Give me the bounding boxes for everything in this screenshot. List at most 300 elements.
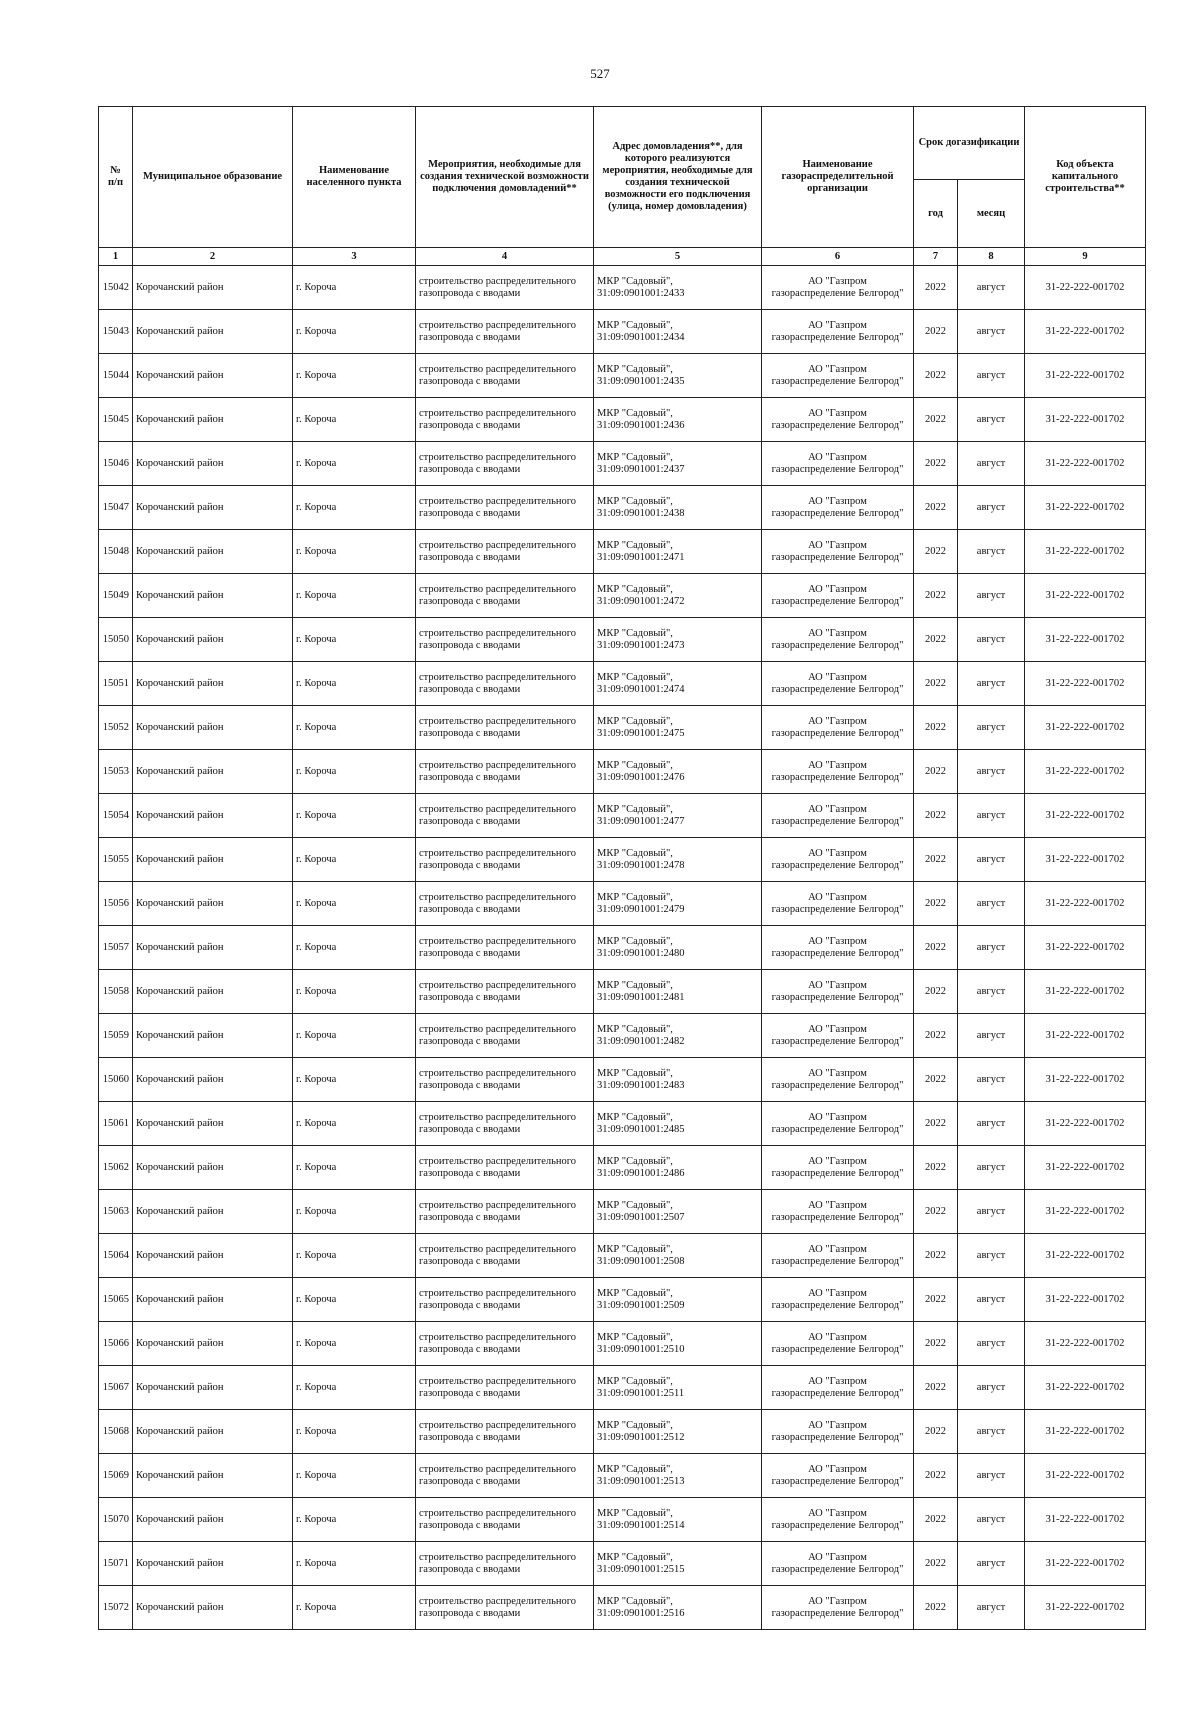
cell-municipality: Корочанский район [133, 1498, 293, 1542]
cell-municipality: Корочанский район [133, 1366, 293, 1410]
cell-measures: строительство распределительного газопровода с вводами [416, 574, 594, 618]
cell-year: 2022 [914, 354, 958, 398]
header-code: Код объекта капитального строительства** [1025, 107, 1146, 248]
cell-no: 15072 [99, 1586, 133, 1630]
cell-no: 15063 [99, 1190, 133, 1234]
cell-code: 31-22-222-001702 [1025, 486, 1146, 530]
cell-no: 15059 [99, 1014, 133, 1058]
cell-measures: строительство распределительного газопровода с вводами [416, 838, 594, 882]
cell-measures: строительство распределительного газопровода с вводами [416, 662, 594, 706]
cell-month: август [958, 1454, 1025, 1498]
cell-no: 15046 [99, 442, 133, 486]
cell-address: МКР "Садовый", 31:09:0901001:2514 [594, 1498, 762, 1542]
cell-code: 31-22-222-001702 [1025, 794, 1146, 838]
cell-year: 2022 [914, 1586, 958, 1630]
cell-month: август [958, 530, 1025, 574]
cell-month: август [958, 1322, 1025, 1366]
cell-measures: строительство распределительного газопровода с вводами [416, 1146, 594, 1190]
cell-locality: г. Короча [293, 1410, 416, 1454]
cell-org: АО "Газпром газораспределение Белгород" [762, 1234, 914, 1278]
cell-org: АО "Газпром газораспределение Белгород" [762, 398, 914, 442]
cell-month: август [958, 1498, 1025, 1542]
cell-code: 31-22-222-001702 [1025, 706, 1146, 750]
cell-month: август [958, 486, 1025, 530]
cell-address: МКР "Садовый", 31:09:0901001:2507 [594, 1190, 762, 1234]
cell-measures: строительство распределительного газопровода с вводами [416, 1586, 594, 1630]
cell-locality: г. Короча [293, 1102, 416, 1146]
cell-address: МКР "Садовый", 31:09:0901001:2483 [594, 1058, 762, 1102]
cell-code: 31-22-222-001702 [1025, 574, 1146, 618]
cell-year: 2022 [914, 618, 958, 662]
cell-locality: г. Короча [293, 310, 416, 354]
cell-address: МКР "Садовый", 31:09:0901001:2485 [594, 1102, 762, 1146]
cell-address: МКР "Садовый", 31:09:0901001:2475 [594, 706, 762, 750]
cell-month: август [958, 1410, 1025, 1454]
header-org: Наименование газораспределительной организации [762, 107, 914, 248]
cell-year: 2022 [914, 1190, 958, 1234]
cell-year: 2022 [914, 1278, 958, 1322]
cell-measures: строительство распределительного газопровода с вводами [416, 266, 594, 310]
cell-measures: строительство распределительного газопровода с вводами [416, 970, 594, 1014]
cell-measures: строительство распределительного газопровода с вводами [416, 1278, 594, 1322]
cell-measures: строительство распределительного газопровода с вводами [416, 1410, 594, 1454]
cell-address: МКР "Садовый", 31:09:0901001:2477 [594, 794, 762, 838]
cell-no: 15068 [99, 1410, 133, 1454]
cell-org: АО "Газпром газораспределение Белгород" [762, 354, 914, 398]
cell-locality: г. Короча [293, 706, 416, 750]
cell-municipality: Корочанский район [133, 1542, 293, 1586]
cell-month: август [958, 882, 1025, 926]
cell-locality: г. Короча [293, 750, 416, 794]
table-row [99, 926, 1146, 970]
table-row [99, 1454, 1146, 1498]
cell-month: август [958, 266, 1025, 310]
cell-month: август [958, 1014, 1025, 1058]
cell-municipality: Корочанский район [133, 750, 293, 794]
cell-locality: г. Короча [293, 574, 416, 618]
table-row [99, 838, 1146, 882]
cell-code: 31-22-222-001702 [1025, 398, 1146, 442]
cell-municipality: Корочанский район [133, 486, 293, 530]
cell-municipality: Корочанский район [133, 1322, 293, 1366]
cell-year: 2022 [914, 1234, 958, 1278]
cell-year: 2022 [914, 882, 958, 926]
cell-org: АО "Газпром газораспределение Белгород" [762, 926, 914, 970]
cell-org: АО "Газпром газораспределение Белгород" [762, 1366, 914, 1410]
cell-locality: г. Короча [293, 1058, 416, 1102]
table-row [99, 1410, 1146, 1454]
cell-locality: г. Короча [293, 794, 416, 838]
table-row [99, 266, 1146, 310]
cell-locality: г. Короча [293, 1278, 416, 1322]
cell-locality: г. Короча [293, 1322, 416, 1366]
cell-measures: строительство распределительного газопровода с вводами [416, 1014, 594, 1058]
cell-no: 15049 [99, 574, 133, 618]
cell-year: 2022 [914, 1366, 958, 1410]
cell-locality: г. Короча [293, 1146, 416, 1190]
cell-address: МКР "Садовый", 31:09:0901001:2511 [594, 1366, 762, 1410]
cell-address: МКР "Садовый", 31:09:0901001:2481 [594, 970, 762, 1014]
cell-year: 2022 [914, 1322, 958, 1366]
table-row [99, 1190, 1146, 1234]
cell-code: 31-22-222-001702 [1025, 266, 1146, 310]
cell-org: АО "Газпром газораспределение Белгород" [762, 1454, 914, 1498]
cell-month: август [958, 926, 1025, 970]
cell-measures: строительство распределительного газопровода с вводами [416, 1190, 594, 1234]
cell-year: 2022 [914, 398, 958, 442]
cell-no: 15055 [99, 838, 133, 882]
cell-org: АО "Газпром газораспределение Белгород" [762, 1014, 914, 1058]
cell-org: АО "Газпром газораспределение Белгород" [762, 310, 914, 354]
cell-month: август [958, 398, 1025, 442]
cell-code: 31-22-222-001702 [1025, 1190, 1146, 1234]
cell-no: 15066 [99, 1322, 133, 1366]
cell-month: август [958, 618, 1025, 662]
cell-no: 15042 [99, 266, 133, 310]
cell-address: МКР "Садовый", 31:09:0901001:2471 [594, 530, 762, 574]
cell-measures: строительство распределительного газопровода с вводами [416, 618, 594, 662]
cell-municipality: Корочанский район [133, 706, 293, 750]
cell-code: 31-22-222-001702 [1025, 1454, 1146, 1498]
cell-no: 15061 [99, 1102, 133, 1146]
table-row [99, 310, 1146, 354]
cell-org: АО "Газпром газораспределение Белгород" [762, 794, 914, 838]
table-row [99, 1234, 1146, 1278]
cell-locality: г. Короча [293, 1542, 416, 1586]
cell-org: АО "Газпром газораспределение Белгород" [762, 706, 914, 750]
cell-address: МКР "Садовый", 31:09:0901001:2512 [594, 1410, 762, 1454]
cell-month: август [958, 1278, 1025, 1322]
column-number: 7 [914, 248, 958, 266]
table-row [99, 882, 1146, 926]
table-row [99, 354, 1146, 398]
cell-month: август [958, 310, 1025, 354]
table-row [99, 1102, 1146, 1146]
cell-address: МКР "Садовый", 31:09:0901001:2474 [594, 662, 762, 706]
cell-municipality: Корочанский район [133, 310, 293, 354]
table-row [99, 970, 1146, 1014]
cell-month: август [958, 970, 1025, 1014]
cell-org: АО "Газпром газораспределение Белгород" [762, 486, 914, 530]
cell-municipality: Корочанский район [133, 266, 293, 310]
cell-address: МКР "Садовый", 31:09:0901001:2510 [594, 1322, 762, 1366]
cell-locality: г. Короча [293, 442, 416, 486]
cell-org: АО "Газпром газораспределение Белгород" [762, 970, 914, 1014]
cell-code: 31-22-222-001702 [1025, 1322, 1146, 1366]
table-row [99, 1322, 1146, 1366]
cell-no: 15047 [99, 486, 133, 530]
cell-org: АО "Газпром газораспределение Белгород" [762, 530, 914, 574]
cell-year: 2022 [914, 442, 958, 486]
cell-address: МКР "Садовый", 31:09:0901001:2438 [594, 486, 762, 530]
cell-org: АО "Газпром газораспределение Белгород" [762, 1058, 914, 1102]
cell-municipality: Корочанский район [133, 662, 293, 706]
cell-measures: строительство распределительного газопровода с вводами [416, 926, 594, 970]
cell-no: 15057 [99, 926, 133, 970]
cell-locality: г. Короча [293, 970, 416, 1014]
cell-year: 2022 [914, 838, 958, 882]
table-row [99, 750, 1146, 794]
cell-no: 15070 [99, 1498, 133, 1542]
cell-year: 2022 [914, 1498, 958, 1542]
cell-org: АО "Газпром газораспределение Белгород" [762, 838, 914, 882]
header-municipality: Муниципальное образование [133, 107, 293, 248]
cell-org: АО "Газпром газораспределение Белгород" [762, 882, 914, 926]
gasification-table [98, 106, 1146, 1630]
cell-municipality: Корочанский район [133, 618, 293, 662]
cell-municipality: Корочанский район [133, 926, 293, 970]
cell-code: 31-22-222-001702 [1025, 1498, 1146, 1542]
table-header [99, 107, 1146, 266]
cell-measures: строительство распределительного газопровода с вводами [416, 1498, 594, 1542]
cell-measures: строительство распределительного газопровода с вводами [416, 706, 594, 750]
table-row [99, 530, 1146, 574]
cell-year: 2022 [914, 662, 958, 706]
cell-org: АО "Газпром газораспределение Белгород" [762, 1102, 914, 1146]
cell-month: август [958, 1146, 1025, 1190]
cell-municipality: Корочанский район [133, 574, 293, 618]
cell-address: МКР "Садовый", 31:09:0901001:2435 [594, 354, 762, 398]
cell-month: август [958, 750, 1025, 794]
cell-code: 31-22-222-001702 [1025, 354, 1146, 398]
cell-locality: г. Короча [293, 354, 416, 398]
cell-no: 15064 [99, 1234, 133, 1278]
cell-org: АО "Газпром газораспределение Белгород" [762, 442, 914, 486]
cell-no: 15052 [99, 706, 133, 750]
cell-org: АО "Газпром газораспределение Белгород" [762, 574, 914, 618]
cell-measures: строительство распределительного газопровода с вводами [416, 530, 594, 574]
cell-code: 31-22-222-001702 [1025, 926, 1146, 970]
cell-code: 31-22-222-001702 [1025, 750, 1146, 794]
cell-measures: строительство распределительного газопровода с вводами [416, 1542, 594, 1586]
cell-no: 15050 [99, 618, 133, 662]
cell-month: август [958, 1234, 1025, 1278]
cell-org: АО "Газпром газораспределение Белгород" [762, 1410, 914, 1454]
cell-no: 15058 [99, 970, 133, 1014]
cell-org: АО "Газпром газораспределение Белгород" [762, 1190, 914, 1234]
cell-year: 2022 [914, 706, 958, 750]
cell-locality: г. Короча [293, 1190, 416, 1234]
table-row [99, 1014, 1146, 1058]
cell-year: 2022 [914, 1542, 958, 1586]
cell-no: 15069 [99, 1454, 133, 1498]
header-locality: Наименование населенного пункта [293, 107, 416, 248]
cell-municipality: Корочанский район [133, 354, 293, 398]
cell-address: МКР "Садовый", 31:09:0901001:2486 [594, 1146, 762, 1190]
cell-year: 2022 [914, 970, 958, 1014]
cell-address: МКР "Садовый", 31:09:0901001:2480 [594, 926, 762, 970]
cell-month: август [958, 794, 1025, 838]
cell-org: АО "Газпром газораспределение Белгород" [762, 750, 914, 794]
cell-code: 31-22-222-001702 [1025, 530, 1146, 574]
cell-measures: строительство распределительного газопровода с вводами [416, 1454, 594, 1498]
cell-org: АО "Газпром газораспределение Белгород" [762, 1146, 914, 1190]
table-row [99, 1542, 1146, 1586]
table-row [99, 1586, 1146, 1630]
cell-address: МКР "Садовый", 31:09:0901001:2433 [594, 266, 762, 310]
cell-no: 15067 [99, 1366, 133, 1410]
cell-municipality: Корочанский район [133, 530, 293, 574]
cell-municipality: Корочанский район [133, 1454, 293, 1498]
column-number: 9 [1025, 248, 1146, 266]
cell-no: 15060 [99, 1058, 133, 1102]
cell-year: 2022 [914, 1102, 958, 1146]
table-row [99, 574, 1146, 618]
cell-locality: г. Короча [293, 882, 416, 926]
table-row [99, 706, 1146, 750]
cell-measures: строительство распределительного газопровода с вводами [416, 1102, 594, 1146]
cell-no: 15054 [99, 794, 133, 838]
table-row [99, 618, 1146, 662]
cell-year: 2022 [914, 486, 958, 530]
cell-year: 2022 [914, 310, 958, 354]
cell-month: август [958, 1190, 1025, 1234]
column-number: 8 [958, 248, 1025, 266]
cell-address: МКР "Садовый", 31:09:0901001:2472 [594, 574, 762, 618]
cell-municipality: Корочанский район [133, 1410, 293, 1454]
cell-year: 2022 [914, 926, 958, 970]
cell-code: 31-22-222-001702 [1025, 1058, 1146, 1102]
cell-address: МКР "Садовый", 31:09:0901001:2473 [594, 618, 762, 662]
cell-code: 31-22-222-001702 [1025, 1146, 1146, 1190]
cell-address: МКР "Садовый", 31:09:0901001:2479 [594, 882, 762, 926]
cell-month: август [958, 1586, 1025, 1630]
cell-measures: строительство распределительного газопровода с вводами [416, 1322, 594, 1366]
cell-code: 31-22-222-001702 [1025, 310, 1146, 354]
cell-measures: строительство распределительного газопровода с вводами [416, 354, 594, 398]
cell-municipality: Корочанский район [133, 1586, 293, 1630]
cell-code: 31-22-222-001702 [1025, 882, 1146, 926]
column-number: 2 [133, 248, 293, 266]
cell-locality: г. Короча [293, 398, 416, 442]
cell-locality: г. Короча [293, 838, 416, 882]
cell-measures: строительство распределительного газопровода с вводами [416, 882, 594, 926]
cell-no: 15065 [99, 1278, 133, 1322]
cell-year: 2022 [914, 794, 958, 838]
cell-address: МКР "Садовый", 31:09:0901001:2515 [594, 1542, 762, 1586]
cell-locality: г. Короча [293, 1234, 416, 1278]
cell-municipality: Корочанский район [133, 794, 293, 838]
cell-municipality: Корочанский район [133, 1058, 293, 1102]
column-number-row [99, 248, 1146, 266]
cell-address: МКР "Садовый", 31:09:0901001:2478 [594, 838, 762, 882]
column-number: 3 [293, 248, 416, 266]
cell-code: 31-22-222-001702 [1025, 1278, 1146, 1322]
cell-locality: г. Короча [293, 486, 416, 530]
cell-org: АО "Газпром газораспределение Белгород" [762, 1278, 914, 1322]
cell-code: 31-22-222-001702 [1025, 970, 1146, 1014]
cell-code: 31-22-222-001702 [1025, 1410, 1146, 1454]
table-row [99, 398, 1146, 442]
table-row [99, 794, 1146, 838]
cell-month: август [958, 354, 1025, 398]
header-address: Адрес домовладения**, для которого реализуются мероприятия, необходимые для создания технической возможности его подключения (улица, номер домовладения) [594, 107, 762, 248]
cell-year: 2022 [914, 530, 958, 574]
cell-locality: г. Короча [293, 662, 416, 706]
cell-year: 2022 [914, 1454, 958, 1498]
cell-address: МКР "Садовый", 31:09:0901001:2436 [594, 398, 762, 442]
header-deadline: Срок догазификации [914, 107, 1025, 180]
cell-org: АО "Газпром газораспределение Белгород" [762, 1322, 914, 1366]
cell-municipality: Корочанский район [133, 1102, 293, 1146]
cell-month: август [958, 706, 1025, 750]
header-no: № п/п [99, 107, 133, 248]
cell-org: АО "Газпром газораспределение Белгород" [762, 1586, 914, 1630]
cell-locality: г. Короча [293, 1586, 416, 1630]
cell-year: 2022 [914, 750, 958, 794]
cell-code: 31-22-222-001702 [1025, 1234, 1146, 1278]
cell-no: 15051 [99, 662, 133, 706]
cell-address: МКР "Садовый", 31:09:0901001:2476 [594, 750, 762, 794]
page-number: 527 [590, 66, 610, 81]
cell-no: 15044 [99, 354, 133, 398]
table-row [99, 1498, 1146, 1542]
cell-code: 31-22-222-001702 [1025, 1586, 1146, 1630]
header-month: месяц [958, 180, 1025, 248]
cell-locality: г. Короча [293, 530, 416, 574]
cell-address: МКР "Садовый", 31:09:0901001:2509 [594, 1278, 762, 1322]
cell-year: 2022 [914, 1146, 958, 1190]
cell-locality: г. Короча [293, 266, 416, 310]
cell-measures: строительство распределительного газопровода с вводами [416, 794, 594, 838]
table-body [99, 266, 1146, 1630]
cell-month: август [958, 442, 1025, 486]
cell-measures: строительство распределительного газопровода с вводами [416, 310, 594, 354]
table-row [99, 1366, 1146, 1410]
cell-code: 31-22-222-001702 [1025, 1102, 1146, 1146]
cell-measures: строительство распределительного газопровода с вводами [416, 442, 594, 486]
cell-code: 31-22-222-001702 [1025, 1366, 1146, 1410]
cell-municipality: Корочанский район [133, 1278, 293, 1322]
cell-measures: строительство распределительного газопровода с вводами [416, 1234, 594, 1278]
cell-address: МКР "Садовый", 31:09:0901001:2434 [594, 310, 762, 354]
cell-month: август [958, 1058, 1025, 1102]
table-row [99, 442, 1146, 486]
cell-municipality: Корочанский район [133, 1234, 293, 1278]
cell-no: 15045 [99, 398, 133, 442]
cell-org: АО "Газпром газораспределение Белгород" [762, 1498, 914, 1542]
cell-address: МКР "Садовый", 31:09:0901001:2516 [594, 1586, 762, 1630]
cell-municipality: Корочанский район [133, 838, 293, 882]
cell-no: 15053 [99, 750, 133, 794]
cell-municipality: Корочанский район [133, 970, 293, 1014]
cell-locality: г. Короча [293, 1454, 416, 1498]
cell-no: 15056 [99, 882, 133, 926]
cell-municipality: Корочанский район [133, 398, 293, 442]
table-row [99, 486, 1146, 530]
column-number: 1 [99, 248, 133, 266]
table-row [99, 1058, 1146, 1102]
cell-year: 2022 [914, 1014, 958, 1058]
cell-locality: г. Короча [293, 1014, 416, 1058]
cell-no: 15043 [99, 310, 133, 354]
cell-locality: г. Короча [293, 1366, 416, 1410]
cell-org: АО "Газпром газораспределение Белгород" [762, 1542, 914, 1586]
cell-municipality: Корочанский район [133, 882, 293, 926]
cell-month: август [958, 838, 1025, 882]
cell-code: 31-22-222-001702 [1025, 1014, 1146, 1058]
cell-address: МКР "Садовый", 31:09:0901001:2437 [594, 442, 762, 486]
header-measures: Мероприятия, необходимые для создания технической возможности подключения домовладений** [416, 107, 594, 248]
cell-org: АО "Газпром газораспределение Белгород" [762, 662, 914, 706]
cell-no: 15048 [99, 530, 133, 574]
cell-month: август [958, 1102, 1025, 1146]
cell-code: 31-22-222-001702 [1025, 662, 1146, 706]
cell-month: август [958, 1542, 1025, 1586]
cell-code: 31-22-222-001702 [1025, 442, 1146, 486]
cell-municipality: Корочанский район [133, 1190, 293, 1234]
cell-org: АО "Газпром газораспределение Белгород" [762, 266, 914, 310]
